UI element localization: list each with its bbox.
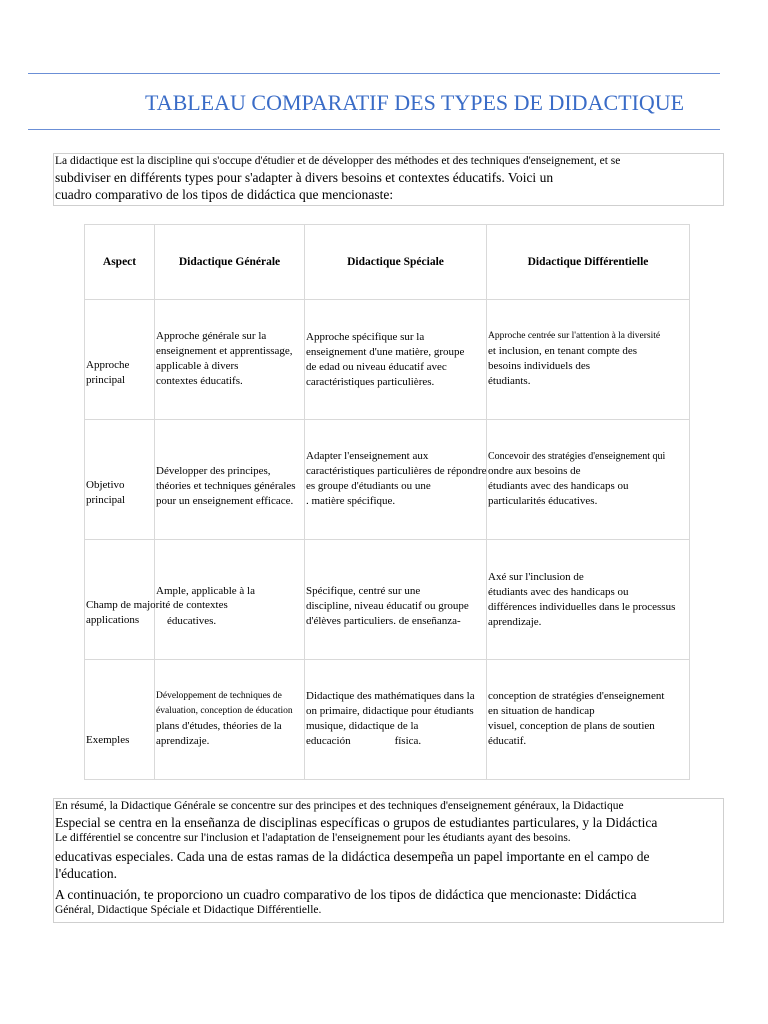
cell-line: éducatif. xyxy=(488,735,527,747)
cell-line: Ample, applicable à la xyxy=(156,585,255,597)
cell-line: applicable à divers xyxy=(156,360,239,372)
generale-cell xyxy=(155,660,305,780)
header-rule-top xyxy=(28,73,720,74)
cell-line: Spécifique, centré sur une xyxy=(306,585,421,597)
cell-line: aprendizaje. xyxy=(488,616,542,628)
summary-line: Général, Didactique Spéciale et Didactique Différentielle. xyxy=(55,904,322,916)
cell-line: évaluation, conception de éducation xyxy=(156,706,293,716)
summary-line: educativas especiales. Cada una de estas ramas de la didáctica desempeña un papel importante en el campo de xyxy=(55,849,650,864)
generale-cell xyxy=(155,300,305,420)
cell-line: Approche spécifique sur la xyxy=(306,331,425,343)
cell-line: contextes éducatifs. xyxy=(156,375,243,387)
speciale-cell xyxy=(305,660,487,780)
intro-line: subdiviser en différents types pour s'adapter à divers besoins et contextes éducatifs. Voici un xyxy=(55,170,554,185)
speciale-cell xyxy=(305,540,487,660)
cell-line: discipline, niveau éducatif ou groupe xyxy=(306,600,469,612)
column-header-aspect: Aspect xyxy=(85,225,155,300)
table-header-row xyxy=(85,225,690,300)
speciale-cell xyxy=(305,300,487,420)
cell-line: Approche générale sur la xyxy=(156,330,267,342)
summary-line: A continuación, te proporciono un cuadro comparativo de los tipos de didáctica que mencionaste: Didáctica xyxy=(55,887,637,902)
speciale-cell xyxy=(305,420,487,540)
cell-line: enseignement d'une matière, groupe xyxy=(306,346,465,358)
column-header-speciale: Didactique Spéciale xyxy=(305,225,487,300)
intro-paragraph xyxy=(53,153,724,206)
cell-line: théories et techniques générales xyxy=(156,480,296,492)
cell-line: de edad ou niveau éducatif avec xyxy=(306,361,447,373)
cell-line: Objetivo xyxy=(86,479,125,491)
summary-paragraph xyxy=(53,798,724,923)
cell-line: différences individuelles dans le processus xyxy=(488,601,676,613)
cell-line: caractéristiques particulières. xyxy=(306,376,435,388)
comparison-table xyxy=(84,224,690,780)
summary-line: En résumé, la Didactique Générale se concentre sur des principes et des techniques d'enseignement généraux, la Didactique xyxy=(55,800,624,812)
cell-line: on primaire, didactique pour étudiants xyxy=(306,705,474,717)
summary-line: l'éducation. xyxy=(55,866,118,881)
header-rule-bottom xyxy=(28,129,720,130)
cell-line: visuel, conception de plans de soutien xyxy=(488,720,655,732)
column-header-generale: Didactique Générale xyxy=(155,225,305,300)
cell-line: éducatives. xyxy=(156,615,217,627)
generale-cell xyxy=(155,540,305,660)
cell-line: principal xyxy=(86,494,126,506)
cell-line: Approche centrée sur l'attention à la diversité xyxy=(488,331,661,341)
cell-line: plans d'études, théories de la xyxy=(156,720,282,732)
cell-line: es groupe d'étudiants ou une xyxy=(306,480,431,492)
cell-line: en situation de handicap xyxy=(488,705,595,717)
cell-line: Axé sur l'inclusion de xyxy=(488,571,584,583)
row-aspect-cell xyxy=(85,420,155,540)
cell-line: étudiants avec des handicaps ou xyxy=(488,586,629,598)
differentielle-cell xyxy=(487,660,690,780)
cell-line: Développement de techniques de xyxy=(156,691,282,701)
cell-line: musique, didactique de la xyxy=(306,720,419,732)
cell-line: étudiants avec des handicaps ou xyxy=(488,480,629,492)
cell-line: pour un enseignement efficace. xyxy=(156,495,294,507)
cell-line: Développer des principes, xyxy=(156,465,271,477)
cell-line: applications xyxy=(86,614,140,626)
summary-line: Especial se centra en la enseñanza de disciplinas específicas o grupos de estudiantes particulares, y la Didáctica xyxy=(55,815,658,830)
intro-line: cuadro comparativo de los tipos de didáctica que mencionaste: xyxy=(55,187,394,202)
cell-line: educación física. xyxy=(306,735,422,747)
page-title: TABLEAU COMPARATIF DES TYPES DE DIDACTIQUE xyxy=(145,90,685,115)
cell-line: Champ de majorité de contextes xyxy=(86,599,228,611)
table-row xyxy=(85,300,690,420)
cell-line: Adapter l'enseignement aux xyxy=(306,450,429,462)
differentielle-cell xyxy=(487,300,690,420)
intro-line: La didactique est la discipline qui s'occupe d'étudier et de développer des méthodes et des techniques d'enseignement, et se xyxy=(55,155,621,167)
cell-line: ondre aux besoins de xyxy=(488,465,581,477)
cell-line: conception de stratégies d'enseignement xyxy=(488,690,665,702)
cell-line: principal xyxy=(86,374,126,386)
cell-line: et inclusion, en tenant compte des xyxy=(488,345,638,357)
cell-line: aprendizaje. xyxy=(156,735,210,747)
cell-line: Approche xyxy=(86,359,130,371)
summary-line: Le différentiel se concentre sur l'inclusion et l'adaptation de l'enseignement pour les étudiants ayant des besoins. xyxy=(55,832,571,844)
cell-line: Concevoir des stratégies d'enseignement qui xyxy=(488,451,666,462)
differentielle-cell xyxy=(487,420,690,540)
table-row xyxy=(85,420,690,540)
row-aspect-cell xyxy=(85,660,155,780)
cell-line: enseignement et apprentissage, xyxy=(156,345,293,357)
generale-cell xyxy=(155,420,305,540)
differentielle-cell xyxy=(487,540,690,660)
cell-line: caractéristiques particulières de répondre xyxy=(306,465,487,477)
column-header-differentielle: Didactique Différentielle xyxy=(487,225,690,300)
cell-line: . matière spécifique. xyxy=(306,495,396,507)
cell-line: d'élèves particuliers. de enseñanza- xyxy=(306,615,461,627)
cell-line: besoins individuels des xyxy=(488,360,591,372)
cell-line: Didactique des mathématiques dans la xyxy=(306,690,475,702)
table-row xyxy=(85,660,690,780)
table-row xyxy=(85,540,690,660)
cell-line: étudiants. xyxy=(488,375,531,387)
cell-line: particularités éducatives. xyxy=(488,495,598,507)
row-aspect-cell xyxy=(85,300,155,420)
cell-line: Exemples xyxy=(86,734,130,746)
